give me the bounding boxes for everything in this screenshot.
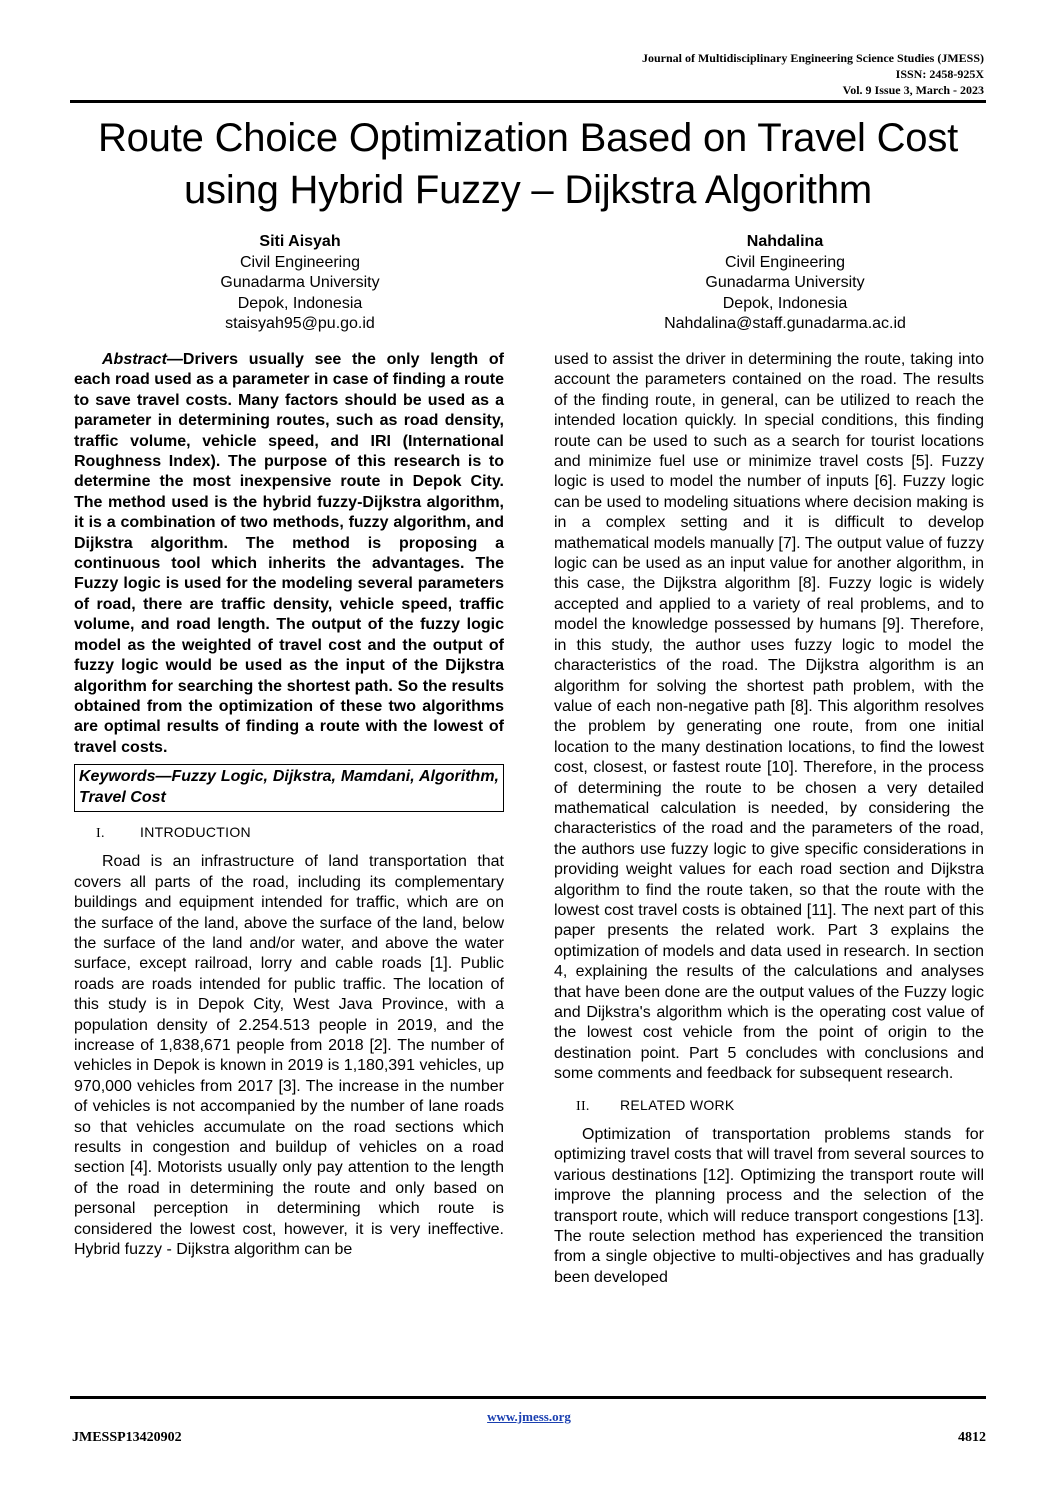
footer-website-link[interactable]: www.jmess.org — [487, 1409, 571, 1424]
section-number: II. — [576, 1098, 590, 1114]
section-heading-introduction — [74, 822, 504, 844]
section-title: INTRODUCTION — [140, 823, 251, 840]
section-heading-related-work — [554, 1095, 984, 1117]
related-work-text: Optimization of transportation problems stands for optimizing travel costs that will travel from several sources to various destinations [12]. Optimizing the transport route will improve the planning process and the selection of the transport route, which will reduce transport congestions [13]. The route selection method has experienced the transition from a single objective to multi-objectives and has gradually been developed — [554, 1126, 984, 1286]
keywords-box: Keywords—Fuzzy Logic, Dijkstra, Mamdani, Algorithm, Travel Cost — [74, 764, 504, 812]
right-column — [554, 350, 984, 1288]
paper-title: Route Choice Optimization Based on Travel Cost using Hybrid Fuzzy – Dijkstra Algorithm — [97, 116, 959, 212]
author-university: Gunadarma University — [220, 274, 380, 291]
author-dept: Civil Engineering — [724, 253, 846, 271]
abstract — [74, 350, 504, 758]
section-title: RELATED WORK — [620, 1096, 735, 1113]
header-rule — [70, 100, 986, 103]
abstract-label: Abstract — [102, 351, 167, 368]
footer-rule — [70, 1396, 986, 1399]
author-location: Depok, Indonesia — [237, 294, 363, 312]
introduction-text: Road is an infrastructure of land transportation that covers all parts of the road, including its complementary buildings and equipment intended for traffic, which are on the surface of the land, above the surface of the land, below the surface of the land and/or water, and above the water surface, except railroad, lorry and cable roads [1]. Public roads are roads intended for public traffic. The location of this study is in Depok City, West Java Province, with a population density of 2.254.513 people in 2019, and the increase of 1,838,671 people from 2018 [2]. The number of vehicles in Depok is known in 2019 is 1,180,391 vehicles, up 970,000 vehicles from 2017 [3]. The increase in the number of vehicles is not accompanied by the number of lane roads so that vehicles accumulate on the road sections which results in congestion and buildup of vehicles on a road section [4]. Motorists usually only pay attention to the length of the road in determining the route and only based on personal perception in determining which route is considered the lowest cost, however, it is very ineffective. Hybrid fuzzy - Dijkstra algorithm can be — [74, 853, 504, 1259]
author-name: Siti Aisyah — [259, 233, 341, 250]
footer-page-number: 4812 — [958, 1430, 986, 1445]
author-university: Gunadarma University — [705, 274, 865, 291]
abstract-text: —Drivers usually see the only length of each road used as a parameter in case of finding a route to save travel costs. Many factors should be used as a parameter in determining routes, such as road density, traffic volume, vehicle speed, and IRI (International Roughness Index). The purpose of this research is to determine the most inexpensive route in Depok City. The method used is the hybrid fuzzy-Dijkstra algorithm, it is a combination of two methods, fuzzy algorithm, and Dijkstra algorithm. The method is proposing a continuous tool which inherits the advantages. The Fuzzy logic is used for the modeling several parameters of road, there are traffic density, vehicle speed, traffic volume, and road length. The output of the fuzzy logic model as the weighted of travel cost and the output of fuzzy logic would be used as the input of the Dijkstra algorithm for searching the shortest path. So the results obtained from the optimization of these two algorithms are optimal results of finding a route with the lowest of travel costs. — [74, 351, 504, 756]
footer-paper-id: JMESSP13420902 — [72, 1430, 182, 1445]
section-number: I. — [96, 825, 105, 841]
author-block-2 — [575, 232, 995, 335]
author-dept: Civil Engineering — [239, 253, 361, 271]
author-location: Depok, Indonesia — [722, 294, 848, 312]
author-email[interactable]: Nahdalina@staff.gunadarma.ac.id — [664, 315, 906, 332]
introduction-continued-text: used to assist the driver in determining the route, taking into account the parameters contained on the road. The results of the finding route, in general, can be utilized to reach the intended location quickly. In special conditions, this finding route can be used to such as a search for tourist locations and minimize fuel use or minimize travel costs [5]. Fuzzy logic is used to model the number of inputs [6]. Fuzzy logic can be used to modeling situations where decision making is in a complex setting and it is difficult to develop mathematical models manually [7]. The output value of fuzzy logic can be used as an input value for another algorithm, in this case, the Dijkstra algorithm [8]. Fuzzy logic is widely accepted and applied to a variety of real problems, and to model the knowledge possessed by humans [9]. Therefore, in this study, the author uses fuzzy logic to model the characteristics of the road. The Dijkstra algorithm is an algorithm for solving the shortest path problem, with the value of each non-negative path [8]. This algorithm resolves the problem by generating one route, from one initial location to the many destination locations, to find the lowest cost, closest, or fastest route [10]. Therefore, in the process of determining the route to be chosen a very detailed mathematical calculation is needed, by considering the characteristics of the road and the parameters of the road, the authors use fuzzy logic to give specific considerations in providing weight values for each road section and Dijkstra algorithm to find the route taken, so that the route with the lowest cost travel costs is obtained [11]. The next part of this paper presents the related work. Part 3 explains the optimization of models and data used in research. In section 4, explaining the results of the calculations and analyses that have been done are the output values of the Fuzzy logic and Dijkstra's algorithm which is the operating cost value of the lowest cost vehicle from the point of origin to the destination point. Part 5 concludes with conclusions and some comments and feedback for subsequent research. — [554, 351, 984, 1083]
journal-volume: Vol. 9 Issue 3, March - 2023 — [842, 83, 984, 97]
left-column — [74, 350, 504, 1260]
journal-name: Journal of Multidisciplinary Engineering Science Studies (JMESS) — [641, 51, 984, 65]
author-block-1 — [90, 232, 510, 335]
journal-issn: ISSN: 2458-925X — [895, 67, 984, 81]
author-email[interactable]: staisyah95@pu.go.id — [225, 315, 375, 332]
author-name: Nahdalina — [746, 233, 824, 250]
journal-header — [384, 50, 984, 98]
